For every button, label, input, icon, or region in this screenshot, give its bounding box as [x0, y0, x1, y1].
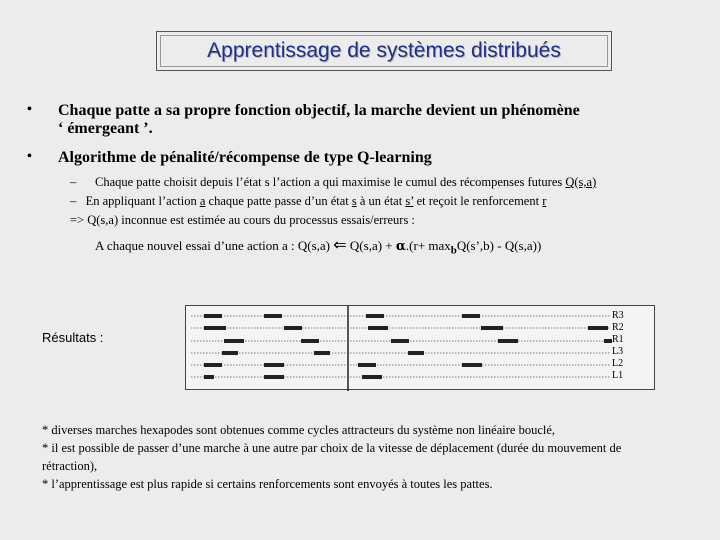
formula-text: Q(s’,b) - Q(s,a))	[456, 238, 542, 253]
swing-bar	[366, 314, 384, 318]
action-text: à un état	[356, 194, 406, 208]
action-a: a	[199, 194, 206, 208]
title-box	[156, 31, 612, 71]
swing-bar	[604, 339, 612, 343]
leg-label-r1: R1	[612, 334, 624, 345]
update-formula	[95, 235, 541, 257]
gait-diagram-svg	[186, 306, 656, 391]
leg-label-l3: L3	[612, 346, 624, 357]
results-label: Résultats :	[42, 330, 104, 345]
swing-bar	[391, 339, 409, 343]
formula-text: A chaque nouvel essai d’une action a : Q(s,a)	[95, 238, 334, 253]
action-text: chaque patte passe d’un état	[205, 194, 352, 208]
gait-dotted-lines	[191, 316, 611, 377]
gait-diagram	[185, 305, 655, 390]
note-learning-speed: * l’apprentissage est plus rapide si certains renforcements sont envoyés à toutes les pattes.	[42, 477, 493, 491]
swing-bar	[204, 363, 222, 367]
bullet-objective-line1: Chaque patte a sa propre fonction objectif, la marche devient un phénomène	[58, 102, 580, 119]
bullet-dot-icon: •	[27, 102, 32, 117]
formula-text: .(r+ max	[405, 238, 451, 253]
state-s: s	[351, 194, 357, 208]
dash: –	[70, 194, 77, 208]
swing-bar	[314, 351, 330, 355]
swing-bar	[222, 351, 238, 355]
swing-bar	[358, 363, 376, 367]
swing-bar	[588, 326, 608, 330]
bullet-dot-icon: •	[27, 149, 32, 164]
swing-bar	[362, 375, 382, 379]
bullet-algorithm	[27, 149, 432, 167]
swing-bar	[284, 326, 302, 330]
swing-bar	[204, 326, 226, 330]
note-gait-switch: * il est possible de passer d’une marche à une autre par choix de la vitesse de déplacement (durée du mouvement de rétraction),	[42, 441, 622, 473]
swing-bar	[462, 314, 480, 318]
leg-label-l2: L2	[612, 358, 624, 369]
leg-labels	[612, 310, 624, 382]
swing-bar	[204, 314, 222, 318]
note-attractor-cycles: * diverses marches hexapodes sont obtenues comme cycles attracteurs du système non linéaire bouclé,	[42, 423, 556, 437]
alpha-symbol: α	[395, 239, 406, 254]
leg-label-r2: R2	[612, 322, 624, 333]
sub-line-estimate: => Q(s,a) inconnue est estimée au cours du processus essais/erreurs :	[70, 213, 415, 227]
swing-bar	[264, 363, 284, 367]
bullet-objective-line2: ‘ émergeant ’.	[58, 120, 153, 137]
action-text: En appliquant l’action	[85, 194, 200, 208]
choice-text: Chaque patte choisit depuis l’état s l’action a qui maximise le cumul des récompenses futures	[95, 175, 566, 189]
leg-label-r3: R3	[612, 310, 624, 321]
swing-bar	[264, 314, 282, 318]
action-text: et reçoit le renforcement	[413, 194, 543, 208]
bullet-objective	[27, 102, 678, 138]
state-s-prime: s’	[405, 194, 414, 208]
notes-block	[42, 421, 662, 493]
swing-bar	[462, 363, 482, 367]
q-function: Q(s,a)	[565, 175, 597, 189]
sub-line-choice	[70, 175, 596, 190]
dash: –	[70, 175, 77, 189]
swing-bar	[204, 375, 214, 379]
sub-line-action	[70, 194, 546, 209]
swing-bar	[224, 339, 244, 343]
gait-swing-bars	[204, 314, 612, 379]
swing-bar	[301, 339, 319, 343]
formula-text: Q(s,a) +	[346, 238, 396, 253]
swing-bar	[498, 339, 518, 343]
reinforcement-r: r	[542, 194, 547, 208]
formula-subscript: b	[450, 244, 457, 257]
swing-bar	[264, 375, 284, 379]
swing-bar	[481, 326, 503, 330]
bullet-algorithm-text: Algorithme de pénalité/récompense de type Q-learning	[58, 149, 432, 166]
slide-title: Apprentissage de systèmes distribués	[207, 39, 561, 62]
swing-bar	[408, 351, 424, 355]
swing-bar	[368, 326, 388, 330]
leg-label-l1: L1	[612, 370, 624, 381]
left-arrow-icon: ⇐	[333, 235, 347, 254]
